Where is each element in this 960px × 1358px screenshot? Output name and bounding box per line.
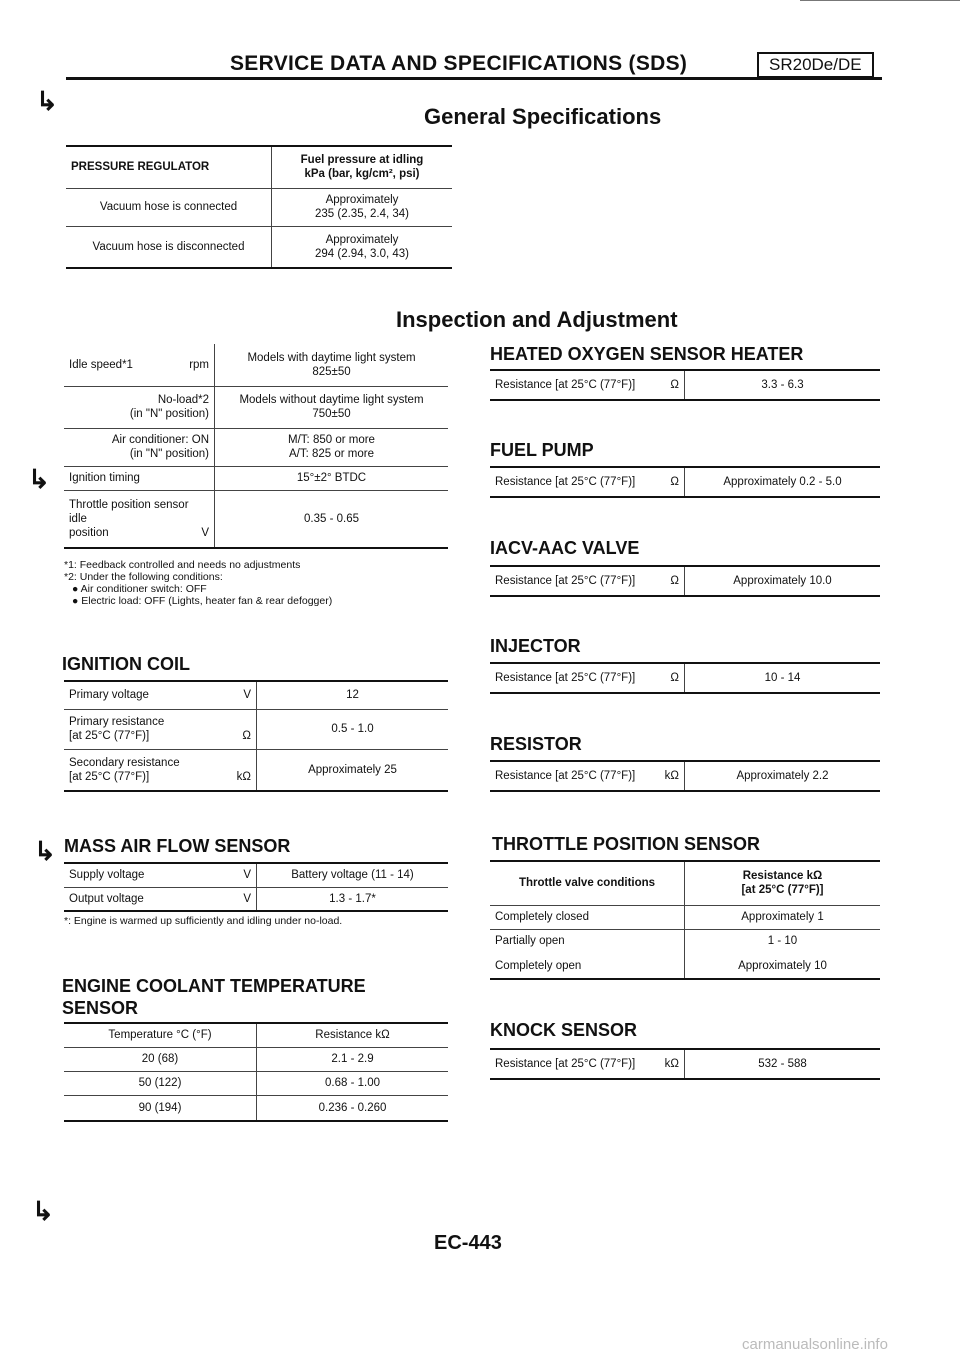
table-row: Resistance [at 25°C (77°F)] Ω 3.3 - 6.3 xyxy=(490,370,880,400)
injector-title: INJECTOR xyxy=(490,636,581,656)
table-row: Resistance [at 25°C (77°F)] Ω Approximately 10.0 xyxy=(490,566,880,596)
top-edge-rule xyxy=(800,0,960,1)
table-row: 50 (122) 0.68 - 1.00 xyxy=(64,1071,448,1095)
engine-tag: SR20De/DE xyxy=(757,52,874,78)
tps-table xyxy=(490,860,880,980)
corner-mark: ↳ xyxy=(32,1196,54,1226)
table-row: 90 (194) 0.236 - 0.260 xyxy=(64,1095,448,1121)
ect-title: ENGINE COOLANT TEMPERATURE SENSOR xyxy=(62,976,366,1018)
pressure-regulator-label: PRESSURE REGULATOR xyxy=(66,146,272,188)
o2-heater-table xyxy=(490,369,880,401)
iacv-title: IACV-AAC VALVE xyxy=(490,538,640,558)
table-row: Resistance [at 25°C (77°F)] kΩ Approximately 2.2 xyxy=(490,761,880,791)
fuel-pump-table xyxy=(490,466,880,498)
table-row: Primary resistance [at 25°C (77°F)] Ω 0.5 - 1.0 xyxy=(64,709,448,749)
inspection-adjustment-title: Inspection and Adjustment xyxy=(396,307,678,332)
table-row: Throttle valve conditions Resistance kΩ [at 25°C (77°F)] xyxy=(490,861,880,905)
table-row: Secondary resistance [at 25°C (77°F)] kΩ Approximately 25 xyxy=(64,749,448,791)
general-specifications-title: General Specifications xyxy=(424,104,662,129)
table-row: Throttle position sensor idle position V 0.35 - 0.65 xyxy=(64,490,448,548)
idle-specs-table xyxy=(64,344,448,549)
page-number: EC-443 xyxy=(434,1232,502,1254)
resistor-table xyxy=(490,760,880,792)
table-row: Primary voltage V 12 xyxy=(64,681,448,709)
resistor-title: RESISTOR xyxy=(490,734,582,754)
table-row: Idle speed*1 rpm Models with daytime light system 825±50 xyxy=(64,344,448,386)
corner-mark: ↳ xyxy=(34,836,56,866)
table-row: Ignition timing 15°±2° BTDC xyxy=(64,466,448,490)
table-row: Partially open 1 - 10 xyxy=(490,929,880,953)
o2-heater-title: HEATED OXYGEN SENSOR HEATER xyxy=(490,344,804,364)
corner-mark: ↳ xyxy=(28,464,50,494)
table-row: Temperature °C (°F) Resistance kΩ xyxy=(64,1023,448,1047)
table-row: Resistance [at 25°C (77°F)] Ω Approximately 0.2 - 5.0 xyxy=(490,467,880,497)
table-row: No-load*2 (in "N" position) Models without daytime light system 750±50 xyxy=(64,386,448,428)
table-row: Resistance [at 25°C (77°F)] kΩ 532 - 588 xyxy=(490,1049,880,1079)
watermark: carmanualsonline.info xyxy=(742,1336,888,1353)
table-row: Vacuum hose is connected Approximately 235 (2.35, 2.4, 34) xyxy=(66,188,452,226)
pressure-regulator-table xyxy=(66,145,452,269)
maf-table xyxy=(64,862,448,912)
ignition-coil-table xyxy=(64,680,448,792)
table-row: Completely closed Approximately 1 xyxy=(490,905,880,929)
tps-title: THROTTLE POSITION SENSOR xyxy=(492,834,761,854)
table-row: 20 (68) 2.1 - 2.9 xyxy=(64,1047,448,1071)
injector-table xyxy=(490,662,880,694)
ignition-coil-title: IGNITION COIL xyxy=(62,654,190,674)
ect-table xyxy=(64,1022,448,1122)
table-row: Vacuum hose is disconnected Approximately 294 (2.94, 3.0, 43) xyxy=(66,226,452,268)
maf-title: MASS AIR FLOW SENSOR xyxy=(64,836,291,856)
page-title: SERVICE DATA AND SPECIFICATIONS (SDS) xyxy=(230,52,688,75)
table-row: Completely open Approximately 10 xyxy=(490,953,880,979)
table-row: Output voltage V 1.3 - 1.7* xyxy=(64,887,448,911)
knock-sensor-title: KNOCK SENSOR xyxy=(490,1020,638,1040)
knock-sensor-table xyxy=(490,1048,880,1080)
fuel-pressure-header: Fuel pressure at idling kPa (bar, kg/cm², psi) xyxy=(272,146,453,188)
corner-mark: ↳ xyxy=(36,86,58,116)
idle-notes: *1: Feedback controlled and needs no adjustments *2: Under the following conditions: ● Air conditioner switch: OFF ● Electric load: OFF (Lights, heater fan & rear defogger) xyxy=(64,559,333,607)
table-row: Supply voltage V Battery voltage (11 - 14) xyxy=(64,863,448,887)
iacv-table xyxy=(490,565,880,597)
header-rule xyxy=(66,77,882,80)
fuel-pump-title: FUEL PUMP xyxy=(490,440,594,460)
table-row: Air conditioner: ON (in "N" position) M/T: 850 or more A/T: 825 or more xyxy=(64,428,448,466)
maf-note: *: Engine is warmed up sufficiently and idling under no-load. xyxy=(64,915,343,927)
table-row: Resistance [at 25°C (77°F)] Ω 10 - 14 xyxy=(490,663,880,693)
